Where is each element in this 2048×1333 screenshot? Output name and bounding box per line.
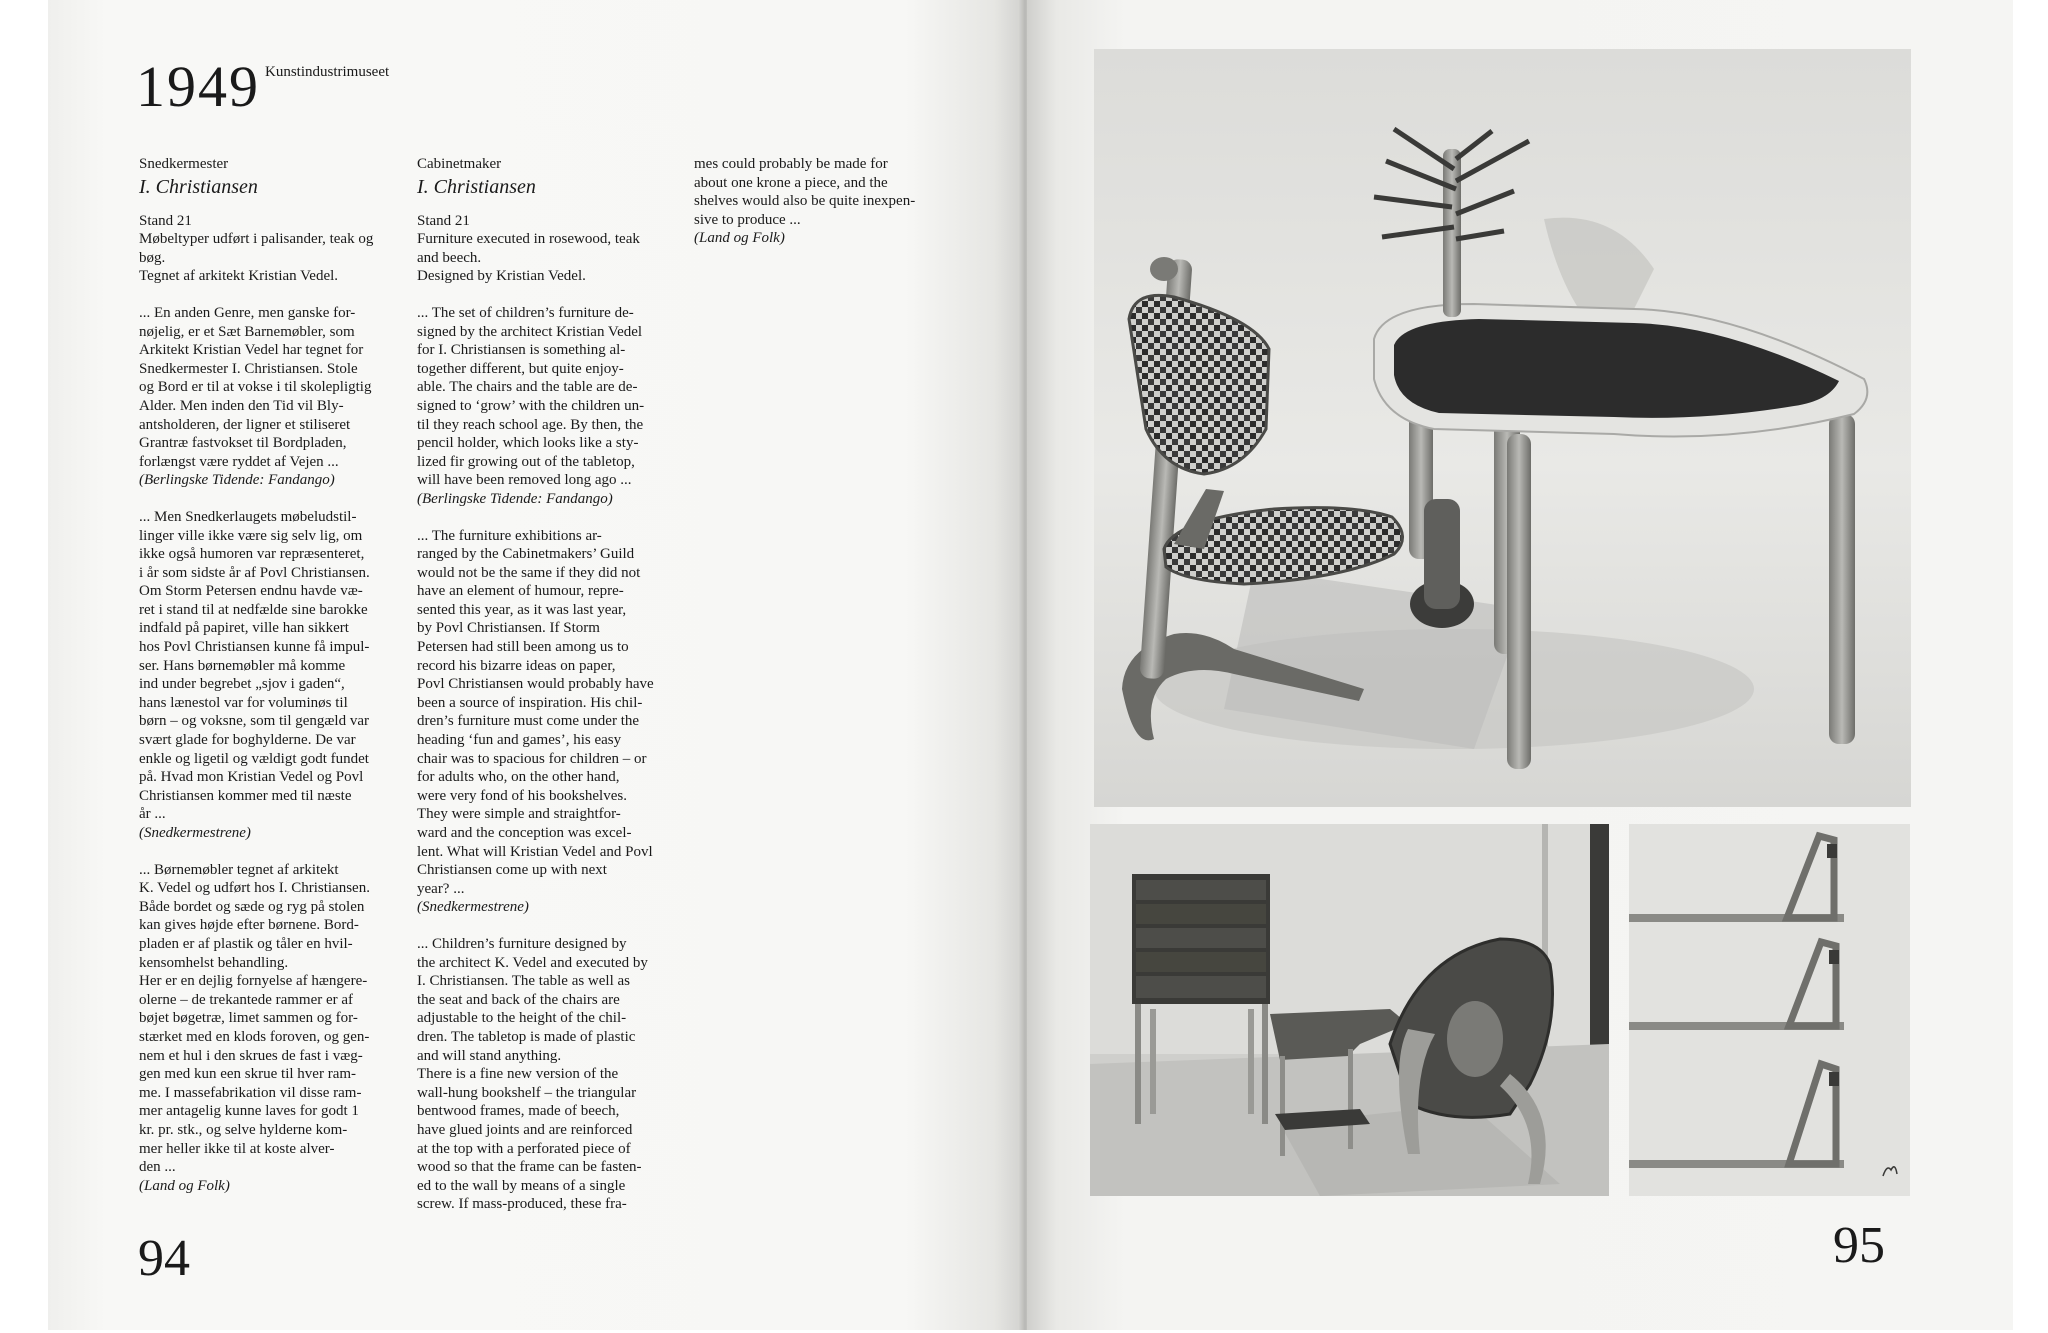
stand-number-en: Stand 21 [417, 212, 470, 229]
maker-title-en: Cabinetmaker [417, 156, 502, 172]
review-source-3-da: (Land og Folk) [139, 1177, 230, 1194]
english-column-2 [417, 155, 663, 1214]
designer-credit-en: Designed by Kristian Vedel. [417, 268, 586, 285]
page-year: 1949 [136, 54, 260, 119]
photo-childrens-chair-and-table [1094, 49, 1911, 807]
review-source-1-en: (Berlingske Tidende: Fandango) [417, 490, 613, 507]
page-number-left: 94 [138, 1230, 190, 1287]
review-source-1-da: (Berlingske Tidende: Fandango) [139, 472, 335, 489]
review-quote-3-en-continued: mes could probably be made for about one krone a piece, and the shelves would also be quite inexpen- sive to produce ... [694, 156, 916, 228]
right-page [1027, 0, 2013, 1333]
review-quote-2-en: ... The furniture exhibitions ar- ranged by the Cabinetmakers’ Guild would not be the same if they did not have an element of humour, repre- sented this year, as it was last year, by Povl Christiansen. If Storm Petersen had still been among us to record his bizarre ideas on paper, Povl Christiansen would probably have been a source of inspiration. His chil- dren’s furniture must come under the heading ‘fun and games’, his easy chair was to spacious for children – or for adults who, on the other hand, were very fond of his bookshelves. They were simple and straightfor- ward and the conception was excel- lent. What will Kristian Vedel and Povl Christiansen come up with next year? ... [417, 527, 654, 897]
english-column-3 [694, 155, 940, 266]
stand-number-da: Stand 21 [139, 212, 192, 229]
review-source-3-en: (Land og Folk) [694, 230, 785, 247]
review-quote-3-da: ... Børnemøbler tegnet af arkitekt K. Vedel og udført hos I. Christiansen. Både bordet og sæde og ryg på stolen kan gives højde efter børnene. Bord- pladen er af plastik og tåler en hvil- kensomhelst behandling. Her er en dejlig fornyelse af hængere- olerne – de trekantede rammer er af bøjet bøgetræ, limet sammen og for- stærket med en klods foroven, og gen- nem et hul i den skrues de fast i væg- gen med kun een skrue til hver ram- me. I massefabrikation vil disse ram- mer antagelig kunne laves for godt 1 kr. pr. stk., og selve hylderne kom- mer heller ikke til at koste alver- den ... [139, 861, 370, 1176]
page-number-right: 95 [1833, 1217, 1885, 1274]
photo-chest-table-and-chair [1090, 824, 1609, 1196]
photo-wall-hung-bookshelf [1629, 824, 1910, 1196]
review-source-2-da: (Snedkermestrene) [139, 825, 251, 841]
review-quote-3-en: ... Children’s furniture designed by the architect K. Vedel and executed by I. Christiansen. The table as well as the seat and back of the chairs are adjustable to the height of the chil- dren. The tabletop is made of plastic and will stand anything. There is a fine new version of the wall-hung bookshelf – the triangular bentwood frames, made of beech, have glued joints and are reinforced at the top with a perforated piece of wood so that the frame can be fasten- ed to the wall by means of a single screw. If mass-produced, these fra- [417, 935, 648, 1213]
danish-column-1 [139, 155, 385, 1213]
review-source-2-en: (Snedkermestrene) [417, 899, 529, 916]
designer-credit-da: Tegnet af arkitekt Kristian Vedel. [139, 268, 339, 285]
furniture-description-en: Furniture executed in rosewood, teak and beech. [417, 231, 640, 266]
review-quote-2-da: ... Men Snedkerlaugets møbeludstil- linger ville ikke være sig selv lig, om ikke også humoren var repræsenteret, i år som sidste år af Povl Christiansen. Om Storm Petersen endnu havde væ- ret i stand til at nedfælde sine barokke indfald på papiret, ville han sikkert hos Povl Christiansen kunne få impul- ser. Hans børnemøbler må komme ind under begrebet „sjov i gaden“, hans lænestol var for voluminøs til børn – og voksne, som til gengæld var svært glade for boghylderne. De var enkle og ligetil og vældigt godt fundet på. Hvad mon Kristian Vedel og Povl Christiansen kommer med til næste år ... [139, 508, 370, 823]
review-quote-1-da: ... En anden Genre, men ganske for- nøjelig, er et Sæt Barnemøbler, som Arkitekt Kristian Vedel har tegnet for Snedkermester I. Christiansen. Stole og Bord er til at vokse i til skolepligtig Alder. Men inden den Tid vil Bly- antsholderen, der ligner et stiliseret Grantræ fastvokset til Bordpladen, forlængst være ryddet af Vejen ... [139, 304, 372, 470]
maker-name-en: I. Christiansen [417, 175, 536, 198]
maker-name-da: I. Christiansen [139, 175, 258, 198]
left-page [48, 0, 1023, 1333]
maker-title-da: Snedkermester [139, 156, 229, 172]
museum-name: Kunstindustrimuseet [265, 64, 390, 80]
furniture-description-da: Møbeltyper udført i palisander, teak og bøg. [139, 231, 374, 266]
review-quote-1-en: ... The set of children’s furniture de- signed by the architect Kristian Vedel for I. Christiansen is something al- together different, but quite enjoy- able. The chairs and the table are de- signed to ‘grow’ with the children un- til they reach school age. By then, the pencil holder, which looks like a sty- lized fir growing out of the tabletop, will have been removed long ago ... [417, 304, 645, 489]
